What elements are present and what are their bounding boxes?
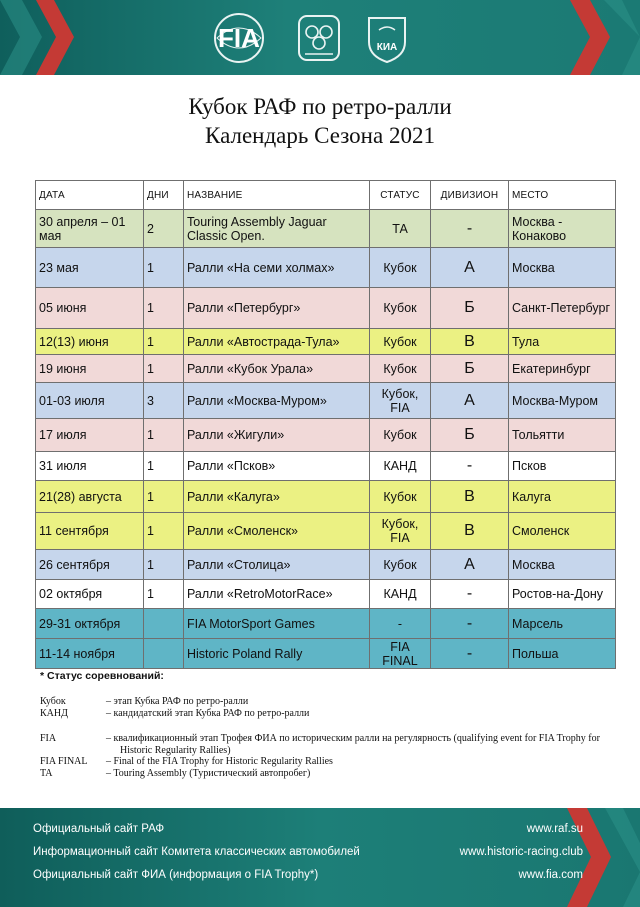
cell-date: 31 июля xyxy=(36,452,144,481)
footer-link-fia[interactable]: www.fia.com xyxy=(518,869,583,881)
fia-logo-text: FIA xyxy=(218,23,260,53)
legend-item xyxy=(40,696,620,708)
cell-days: 1 xyxy=(144,419,184,452)
cell-status: Кубок xyxy=(370,550,431,580)
cell-days: 1 xyxy=(144,248,184,288)
cell-days: 1 xyxy=(144,580,184,609)
cell-status: FIA FINAL xyxy=(370,639,431,669)
cell-date: 12(13) июня xyxy=(36,329,144,355)
cell-name: Ралли «Псков» xyxy=(184,452,370,481)
cell-place: Москва-Муром xyxy=(509,383,616,419)
footer-label-kka: Информационный сайт Комитета классических автомобилей xyxy=(33,846,360,858)
cell-division: - xyxy=(431,452,509,481)
cell-name: Ралли «Жигули» xyxy=(184,419,370,452)
legend-item xyxy=(40,733,620,756)
cell-date: 23 мая xyxy=(36,248,144,288)
cell-status: Кубок xyxy=(370,355,431,383)
table-header-row xyxy=(36,181,616,210)
cell-date: 29-31 октября xyxy=(36,609,144,639)
legend-heading: * Статус соревнований: xyxy=(40,670,164,682)
header-date: ДАТА xyxy=(36,181,144,210)
cell-place: Марсель xyxy=(509,609,616,639)
cell-name: Historic Poland Rally xyxy=(184,639,370,669)
legend-item xyxy=(40,768,620,780)
cell-status: - xyxy=(370,609,431,639)
cell-division: В xyxy=(431,481,509,513)
cell-status: КАНД xyxy=(370,452,431,481)
cell-division: - xyxy=(431,639,509,669)
cell-status: Кубок xyxy=(370,329,431,355)
status-legend xyxy=(40,670,620,779)
table-row xyxy=(36,580,616,609)
table-row xyxy=(36,609,616,639)
footer-banner xyxy=(0,808,640,907)
header-status: СТАТУС xyxy=(370,181,431,210)
cell-status: Кубок xyxy=(370,481,431,513)
cell-name: Ралли «RetroMotorRace» xyxy=(184,580,370,609)
cell-days: 1 xyxy=(144,355,184,383)
kka-emblem-text: КИА xyxy=(376,42,398,53)
cell-days: 1 xyxy=(144,452,184,481)
title-line-1: Кубок РАФ по ретро-ралли xyxy=(188,94,452,119)
cell-name: FIA MotorSport Games xyxy=(184,609,370,639)
cell-division: А xyxy=(431,248,509,288)
legend-item xyxy=(40,708,620,720)
cell-days xyxy=(144,639,184,669)
legend-key: Кубок xyxy=(40,696,66,707)
legend-item xyxy=(40,756,620,768)
cell-place: Псков xyxy=(509,452,616,481)
cell-date: 26 сентября xyxy=(36,550,144,580)
cell-days: 3 xyxy=(144,383,184,419)
cell-name: Ралли «Смоленск» xyxy=(184,513,370,550)
table-row xyxy=(36,210,616,248)
cell-division: В xyxy=(431,513,509,550)
header-place: МЕСТО xyxy=(509,181,616,210)
legend-text: – этап Кубка РАФ по ретро-ралли xyxy=(106,696,249,707)
table-row xyxy=(36,550,616,580)
cell-place: Смоленск xyxy=(509,513,616,550)
cell-status: Кубок xyxy=(370,419,431,452)
table-row xyxy=(36,248,616,288)
table-row xyxy=(36,513,616,550)
raf-emblem xyxy=(295,12,343,64)
cell-status: Кубок, FIA xyxy=(370,383,431,419)
cell-division: В xyxy=(431,329,509,355)
cell-date: 01-03 июля xyxy=(36,383,144,419)
cell-days xyxy=(144,609,184,639)
cell-division: Б xyxy=(431,288,509,329)
cell-days: 1 xyxy=(144,481,184,513)
cell-status: КАНД xyxy=(370,580,431,609)
cell-days: 1 xyxy=(144,513,184,550)
cell-division: - xyxy=(431,580,509,609)
header-banner xyxy=(0,0,640,75)
cell-place: Калуга xyxy=(509,481,616,513)
cell-name: Ралли «Столица» xyxy=(184,550,370,580)
table-row xyxy=(36,419,616,452)
header-chevron-right xyxy=(560,0,640,75)
cell-name: Ралли «Автострада-Тула» xyxy=(184,329,370,355)
legend-text: – Final of the FIA Trophy for Historic Regularity Rallies xyxy=(106,756,333,767)
table-row xyxy=(36,329,616,355)
cell-place: Ростов-на-Дону xyxy=(509,580,616,609)
kka-emblem xyxy=(365,12,409,64)
cell-division: - xyxy=(431,210,509,248)
cell-days: 1 xyxy=(144,329,184,355)
legend-key: FIA xyxy=(40,733,57,744)
table-row xyxy=(36,288,616,329)
cell-date: 19 июня xyxy=(36,355,144,383)
table-row xyxy=(36,452,616,481)
header-days: ДНИ xyxy=(144,181,184,210)
footer-label-fia: Официальный сайт ФИА (информация о FIA Trophy*) xyxy=(33,869,319,881)
cell-name: Touring Assembly Jaguar Classic Open. xyxy=(184,210,370,248)
footer-label-raf: Официальный сайт РАФ xyxy=(33,823,165,835)
legend-key: FIA FINAL xyxy=(40,756,88,767)
cell-status: Кубок xyxy=(370,248,431,288)
cell-name: Ралли «Москва-Муром» xyxy=(184,383,370,419)
table-row xyxy=(36,355,616,383)
cell-place: Москва xyxy=(509,550,616,580)
table-row xyxy=(36,383,616,419)
cell-name: Ралли «На семи холмах» xyxy=(184,248,370,288)
cell-place: Тольятти xyxy=(509,419,616,452)
document-title xyxy=(0,92,640,150)
legend-text: – квалификационный этап Трофея ФИА по историческим ралли на регулярность (qualifying event for FIA Trophy for Historic Regularity Rallies) xyxy=(106,733,600,756)
cell-name: Ралли «Кубок Урала» xyxy=(184,355,370,383)
cell-days: 2 xyxy=(144,210,184,248)
cell-division: Б xyxy=(431,419,509,452)
header-chevron-left xyxy=(0,0,100,75)
cell-status: Кубок xyxy=(370,288,431,329)
cell-date: 11 сентября xyxy=(36,513,144,550)
cell-days: 1 xyxy=(144,288,184,329)
title-line-2: Календарь Сезона 2021 xyxy=(205,123,435,148)
cell-name: Ралли «Калуга» xyxy=(184,481,370,513)
cell-division: А xyxy=(431,383,509,419)
cell-date: 05 июня xyxy=(36,288,144,329)
cell-date: 02 октября xyxy=(36,580,144,609)
cell-place: Польша xyxy=(509,639,616,669)
legend-key: TA xyxy=(40,767,53,779)
cell-name: Ралли «Петербург» xyxy=(184,288,370,329)
cell-date: 17 июля xyxy=(36,419,144,452)
footer-link-raf[interactable]: www.raf.su xyxy=(526,823,583,835)
cell-place: Тула xyxy=(509,329,616,355)
cell-division: Б xyxy=(431,355,509,383)
cell-division: А xyxy=(431,550,509,580)
cell-date: 30 апреля – 01 мая xyxy=(36,210,144,248)
legend-text: – Touring Assembly (Туристический автопробег) xyxy=(106,767,311,779)
footer-link-kka[interactable]: www.historic-racing.club xyxy=(459,846,583,858)
cell-place: Москва - Конаково xyxy=(509,210,616,248)
header-division: ДИВИЗИОН xyxy=(431,181,509,210)
legend-text: – кандидатский этап Кубка РАФ по ретро-ралли xyxy=(106,707,310,719)
calendar-table xyxy=(35,180,616,669)
table-row xyxy=(36,481,616,513)
cell-place: Санкт-Петербург xyxy=(509,288,616,329)
legend-key: КАНД xyxy=(40,707,68,719)
cell-status: Кубок, FIA xyxy=(370,513,431,550)
cell-place: Екатеринбург xyxy=(509,355,616,383)
header-name: НАЗВАНИЕ xyxy=(184,181,370,210)
cell-days: 1 xyxy=(144,550,184,580)
cell-date: 11-14 ноября xyxy=(36,639,144,669)
cell-division: - xyxy=(431,609,509,639)
fia-logo xyxy=(205,12,273,64)
cell-status: ТА xyxy=(370,210,431,248)
cell-date: 21(28) августа xyxy=(36,481,144,513)
table-row xyxy=(36,639,616,669)
cell-place: Москва xyxy=(509,248,616,288)
